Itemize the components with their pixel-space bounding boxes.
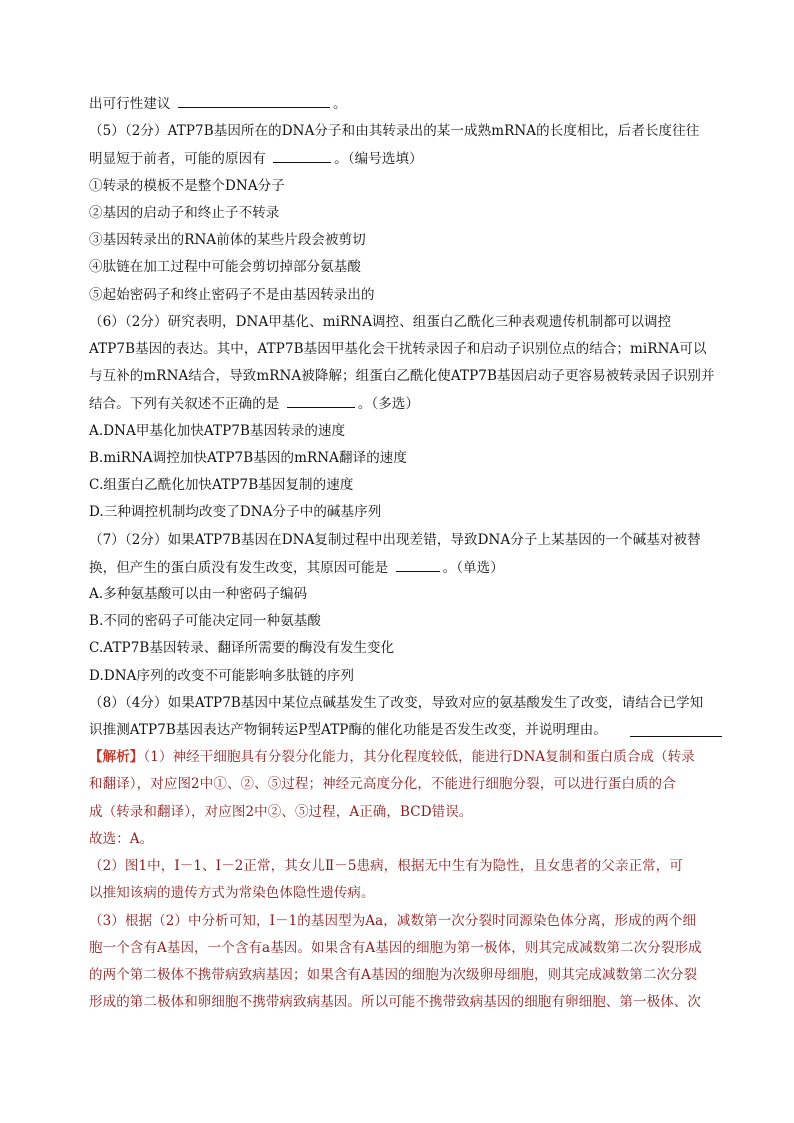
q6-answer-blank[interactable] <box>287 393 355 408</box>
q6-option-d: D.三种调控机制均改变了DNA分子中的碱基序列 <box>89 504 382 520</box>
analysis-p3-line3: 的两个第二极体不携带病致病基因；如果含有A基因的细胞为次级卵母细胞，则其完成减数第二次分裂 <box>89 967 698 983</box>
analysis-p1-l1-text: （1）神经干细胞具有分裂分化能力，其分化程度较低，能进行DNA复制和蛋白质合成（转录 <box>143 749 695 765</box>
q6-line3: 与互补的mRNA结合，导致mRNA被降解；组蛋白乙酰化使ATP7B基因启动子更容易被转录因子识别并 <box>89 368 715 384</box>
q4-end: 。 <box>333 96 347 112</box>
q6-option-a: A.DNA甲基化加快ATP7B基因转录的速度 <box>89 423 346 439</box>
q4-tail-line <box>89 93 347 114</box>
q5-option-1: ①转录的模板不是整个DNA分子 <box>89 178 285 194</box>
analysis-p2-line2: 以推知该病的遗传方式为常染色体隐性遗传病。 <box>89 885 375 901</box>
q7-option-b: B.不同的密码子可能决定同一种氨基酸 <box>89 613 322 629</box>
q8-answer-blank[interactable] <box>630 722 722 737</box>
q6-line4 <box>89 393 419 414</box>
q6-line4-text: 结合。下列有关叙述不正确的是 <box>89 396 280 412</box>
analysis-answer: 故选：A。 <box>89 831 154 847</box>
q5-option-2: ②基因的启动子和终止子不转录 <box>89 205 280 221</box>
q7-line2 <box>89 557 504 578</box>
q5-line1: （5）（2分）ATP7B基因所在的DNA分子和由其转录出的某一成熟mRNA的长度相比，后者长度往往 <box>89 123 700 139</box>
q6-option-b: B.miRNA调控加快ATP7B基因的mRNA翻译的速度 <box>89 450 407 466</box>
q4-answer-blank[interactable] <box>178 93 330 108</box>
analysis-p3-line1: （3）根据（2）中分析可知，Ⅰ－1的基因型为Aa，减数第一次分裂时同源染色体分离，形成的两个细 <box>89 913 697 929</box>
q5-line2-text: 明显短于前者，可能的原因有 <box>89 151 266 167</box>
q5-line2 <box>89 148 423 169</box>
q7-option-c: C.ATP7B基因转录、翻译所需要的酶没有发生变化 <box>89 640 395 656</box>
q7-line2-end: 。（单选） <box>442 560 504 576</box>
q5-answer-blank[interactable] <box>273 148 331 163</box>
analysis-tag: 【解析】 <box>89 749 144 765</box>
analysis-p1-line1 <box>89 747 695 767</box>
q7-line2-text: 换，但产生的蛋白质没有发生改变，其原因可能是 <box>89 560 389 576</box>
q7-line1: （7）（2分）如果ATP7B基因在DNA复制过程中出现差错，导致DNA分子上某基因的一个碱基对被替 <box>89 532 701 548</box>
q8-line2-text: 识推测ATP7B基因表达产物铜转运P型ATP酶的催化功能是否发生改变，并说明理由。 <box>89 722 607 738</box>
analysis-p3-line2: 胞一个含有A基因，一个含有a基因。如果含有A基因的细胞为第一极体，则其完成减数第二次分裂形成 <box>89 940 702 956</box>
q5-line2-end: 。（编号选填） <box>334 151 423 167</box>
q4-tail-text: 出可行性建议 <box>89 96 171 112</box>
analysis-p1-line2: 和翻译），对应图2中①、②、⑤过程；神经元高度分化，不能进行细胞分裂，可以进行蛋白质的合 <box>89 776 676 792</box>
q6-line4-end: 。（多选） <box>357 396 420 412</box>
q5-option-3: ③基因转录出的RNA前体的某些片段会被剪切 <box>89 232 366 248</box>
q8-line2 <box>89 720 719 740</box>
analysis-p2-line1: （2）图1中，Ⅰ－1、Ⅰ－2正常，其女儿Ⅱ－5患病，根据无中生有为隐性，且女患者的父亲正常，可 <box>89 858 683 874</box>
q6-line1: （6）（2分）研究表明，DNA甲基化、miRNA调控、组蛋白乙酰化三种表观遗传机制都可以调控 <box>89 314 672 330</box>
analysis-p3-line4: 形成的第二极体和卵细胞不携带病致病基因。所以可能不携带致病基因的细胞有卵细胞、第一极体、次 <box>89 994 701 1010</box>
q6-option-c: C.组蛋白乙酰化加快ATP7B基因复制的速度 <box>89 477 354 493</box>
q7-option-d: D.DNA序列的改变不可能影响多肽链的序列 <box>89 668 355 684</box>
analysis-p1-line3: 成（转录和翻译），对应图2中②、⑤过程，A正确，BCD错误。 <box>89 804 473 820</box>
q8-line1: （8）（4分）如果ATP7B基因中某位点碱基发生了改变，导致对应的氨基酸发生了改变，请结合已学知 <box>89 695 704 711</box>
q5-option-5: ⑤起始密码子和终止密码子不是由基因转录出的 <box>89 287 375 303</box>
q7-answer-blank[interactable] <box>396 557 440 572</box>
q7-option-a: A.多种氨基酸可以由一种密码子编码 <box>89 586 308 602</box>
q6-line2: ATP7B基因的表达。其中，ATP7B基因甲基化会干扰转录因子和启动子识别位点的结合；miRNA可以 <box>89 341 707 357</box>
q5-option-4: ④肽链在加工过程中可能会剪切掉部分氨基酸 <box>89 259 361 275</box>
